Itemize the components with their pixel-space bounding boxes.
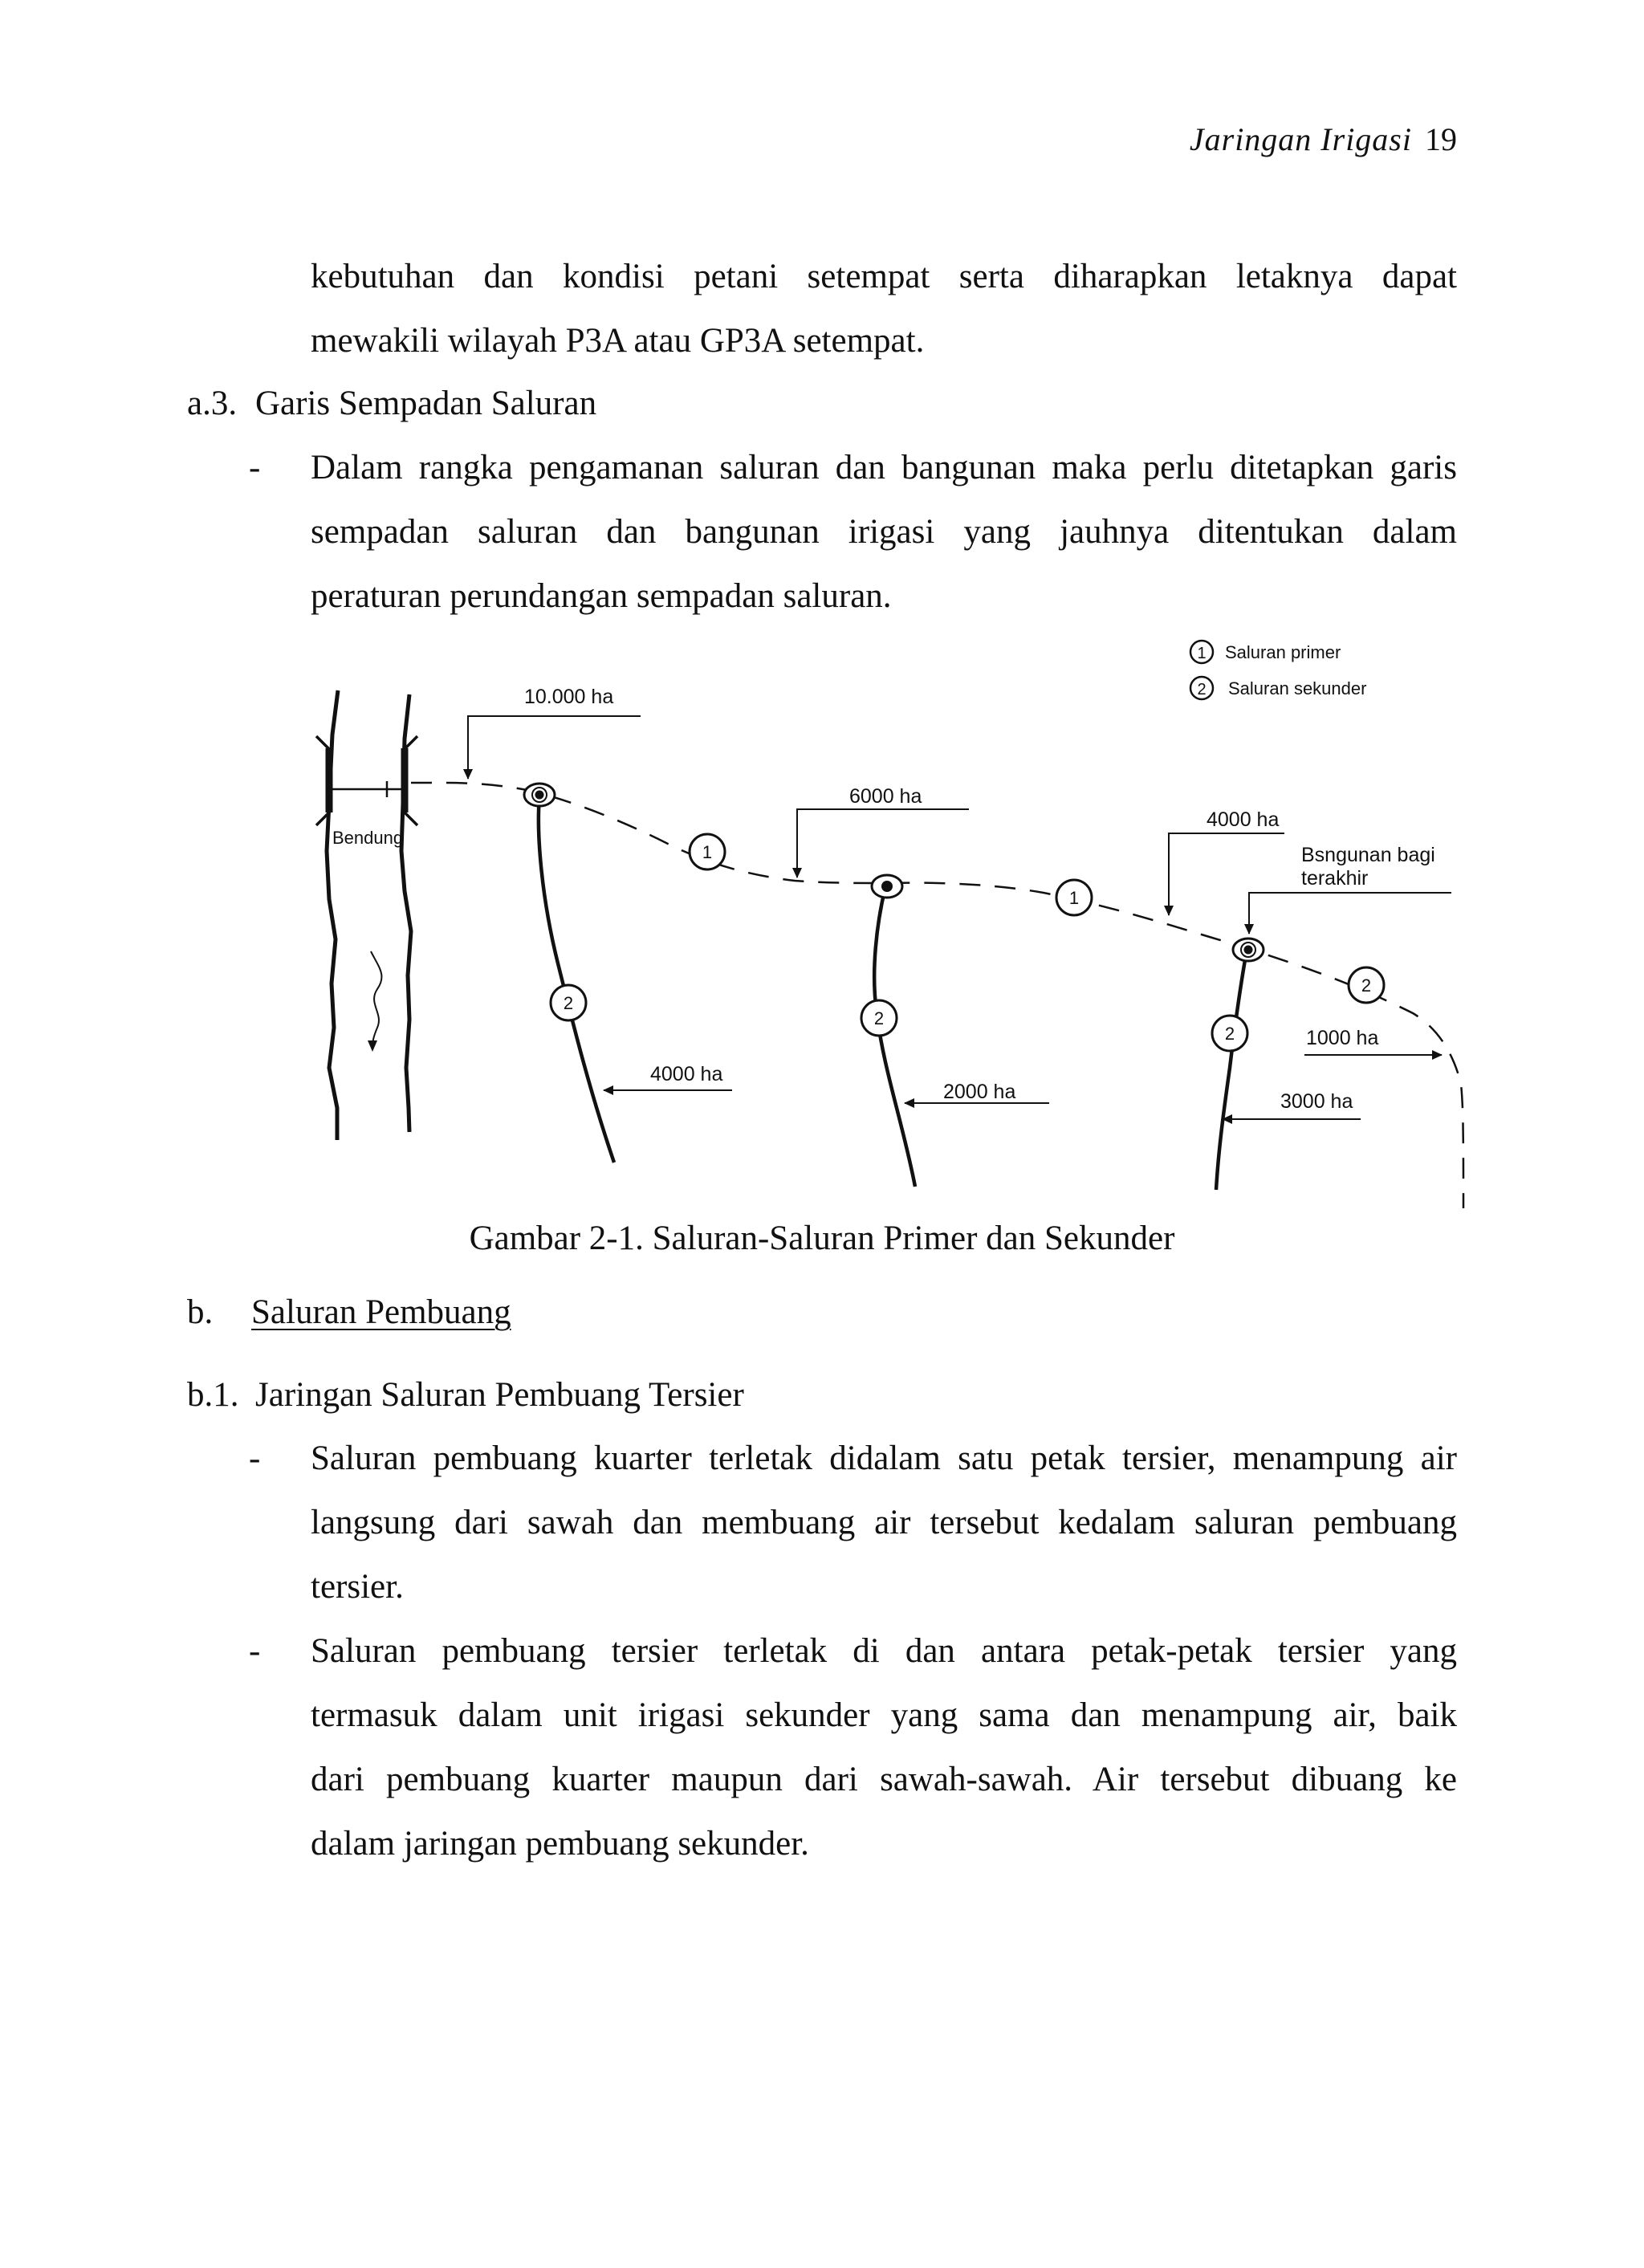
division-structure-last <box>1233 939 1264 961</box>
svg-text:Bsngunan bagi: Bsngunan bagi <box>1301 844 1435 866</box>
section-number-b: b. <box>187 1293 214 1331</box>
division-structure-1 <box>524 784 555 806</box>
bullet-line: Saluran pembuang kuarter terletak didalam satu petak tersier, menampung air <box>311 1439 1457 1477</box>
annotation-6000 <box>797 785 969 877</box>
flow-arrow-icon <box>368 1040 377 1052</box>
annotation-4000-secondary <box>604 1063 732 1090</box>
svg-text:4000 ha: 4000 ha <box>650 1063 723 1085</box>
legend-item-primary <box>1190 641 1341 663</box>
bullet-line: dalam jaringan pembuang sekunder. <box>311 1825 809 1863</box>
svg-text:1: 1 <box>1068 888 1080 908</box>
bullet-dash: - <box>249 1632 261 1670</box>
legend-item-secondary <box>1190 677 1366 699</box>
section-title-a3: Garis Sempadan Saluran <box>255 385 597 422</box>
secondary-canal-marker <box>1212 1016 1247 1051</box>
svg-text:2: 2 <box>873 1008 885 1028</box>
svg-text:2000 ha: 2000 ha <box>943 1081 1016 1103</box>
annotation-1000 <box>1304 1027 1442 1055</box>
paragraph-line: mewakili wilayah P3A atau GP3A setempat. <box>311 322 925 360</box>
page-number: 19 <box>1425 121 1457 157</box>
svg-text:4000 ha: 4000 ha <box>1207 808 1280 831</box>
legend <box>1190 641 1366 699</box>
bullet-dash: - <box>249 1439 261 1477</box>
svg-text:2: 2 <box>563 993 574 1013</box>
river <box>316 690 417 1140</box>
flow-direction-line <box>371 951 381 1048</box>
legend-label: Saluran primer <box>1225 642 1341 662</box>
secondary-canal-2 <box>874 887 915 1187</box>
secondary-canal-marker <box>1349 967 1384 1003</box>
primary-canal-marker <box>1056 880 1092 915</box>
svg-text:3000 ha: 3000 ha <box>1280 1090 1353 1113</box>
annotation-10000 <box>468 686 641 779</box>
secondary-canal-marker <box>861 1000 897 1036</box>
svg-text:10.000 ha: 10.000 ha <box>524 686 614 708</box>
bullet-line: Saluran pembuang tersier terletak di dan antara petak-petak tersier yang <box>311 1632 1457 1670</box>
annotation-2000 <box>905 1081 1049 1103</box>
legend-number: 2 <box>1197 681 1207 698</box>
bullet-line: termasuk dalam unit irigasi sekunder yang sama dan menampung air, baik <box>311 1696 1457 1734</box>
legend-number: 1 <box>1197 645 1207 662</box>
section-number-a3: a.3. <box>187 385 238 422</box>
weir-label: Bendung <box>332 828 404 848</box>
annotation-last-structure <box>1249 844 1451 934</box>
header-title: Jaringan Irigasi <box>1189 121 1412 157</box>
figure-caption: Gambar 2-1. Saluran-Saluran Primer dan Sekunder <box>469 1220 1175 1257</box>
bullet-line: langsung dari sawah dan membuang air tersebut kedalam saluran pembuang <box>311 1504 1457 1541</box>
bullet-dash: - <box>249 449 261 487</box>
bullet-line: peraturan perundangan sempadan saluran. <box>311 577 892 615</box>
svg-text:1: 1 <box>702 842 713 862</box>
bullet-line: sempadan saluran dan bangunan irigasi yang jauhnya ditentukan dalam <box>311 513 1457 551</box>
bullet-line: dari pembuang kuarter maupun dari sawah-sawah. Air tersebut dibuang ke <box>311 1761 1457 1798</box>
annotation-3000 <box>1223 1090 1361 1119</box>
svg-text:6000 ha: 6000 ha <box>849 785 922 808</box>
annotation-4000-primary <box>1169 808 1284 915</box>
bullet-line: Dalam rangka pengamanan saluran dan bangunan maka perlu ditetapkan garis <box>311 449 1457 487</box>
paragraph-line: kebutuhan dan kondisi petani setempat serta diharapkan letaknya dapat <box>311 258 1457 295</box>
svg-text:2: 2 <box>1224 1024 1235 1044</box>
secondary-canal-3 <box>1216 955 1246 1190</box>
division-structure-2 <box>872 875 902 898</box>
section-number-b1: b.1. <box>187 1376 239 1414</box>
bullet-line: tersier. <box>311 1568 404 1606</box>
secondary-canal-marker <box>551 985 586 1020</box>
svg-text:terakhir: terakhir <box>1301 867 1369 890</box>
legend-label: Saluran sekunder <box>1228 678 1367 698</box>
secondary-canal-1 <box>539 796 614 1163</box>
primary-canal-marker <box>690 834 725 869</box>
svg-text:1000 ha: 1000 ha <box>1306 1027 1379 1049</box>
section-title-b: Saluran Pembuang <box>251 1293 511 1331</box>
svg-text:2: 2 <box>1361 975 1372 996</box>
section-title-b1: Jaringan Saluran Pembuang Tersier <box>255 1376 744 1414</box>
